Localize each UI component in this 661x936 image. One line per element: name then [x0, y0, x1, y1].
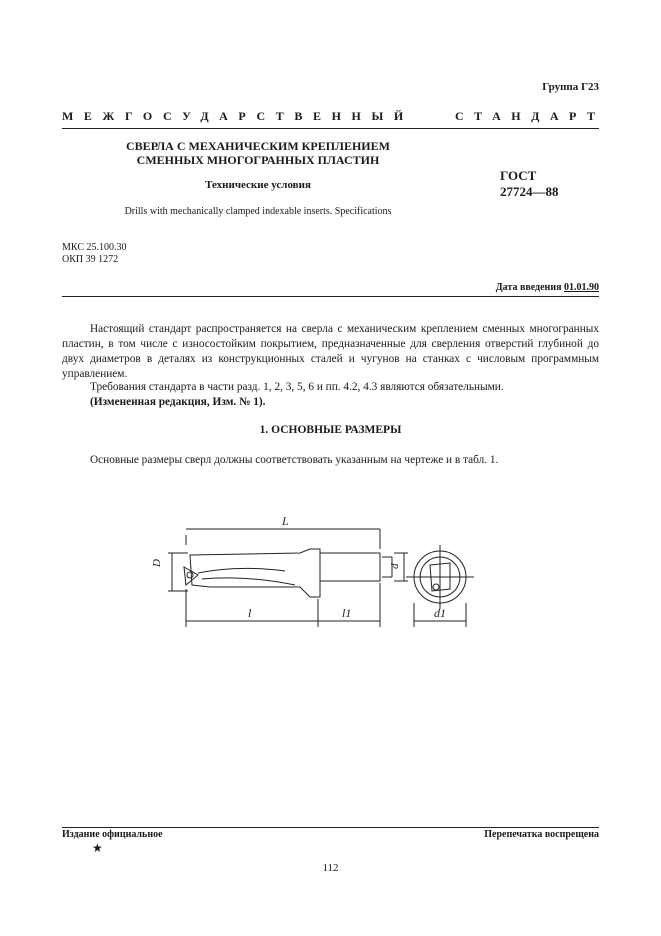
paragraph-dimensions: Основные размеры сверл должны соответствовать указанным на чертеже и в табл. 1.: [90, 454, 499, 466]
star-mark: ★: [92, 841, 103, 855]
reprint-note: Перепечатка воспрещена: [484, 829, 599, 840]
section-1-title: 1. ОСНОВНЫЕ РАЗМЕРЫ: [259, 424, 402, 436]
dim-l-label: l: [248, 606, 252, 620]
drill-drawing: [150, 505, 500, 640]
dim-l1-label: l1: [342, 606, 352, 620]
paragraph-amendment: (Измененная редакция, Изм. № 1).: [90, 396, 266, 408]
dim-d-label: d: [389, 563, 401, 569]
header-rule: [62, 128, 599, 129]
dim-L-label: L: [282, 514, 289, 528]
title-line-2: СМЕННЫХ МНОГОГРАННЫХ ПЛАСТИН: [136, 153, 380, 167]
document-subtitle: Технические условия: [205, 179, 311, 191]
dim-D-label: D: [151, 559, 163, 567]
gost-number: [500, 168, 559, 200]
dim-d1-label: d1: [434, 606, 446, 620]
end-view-screw: [433, 584, 439, 590]
title-line-1: СВЕРЛА С МЕХАНИЧЕСКИМ КРЕПЛЕНИЕМ: [126, 139, 390, 153]
paragraph-requirements: Требования стандарта в части разд. 1, 2, 3, 5, 6 и пп. 4.2, 4.3 являются обязательными.: [90, 381, 504, 393]
flute-line-1: [198, 568, 285, 573]
flute-line-2: [202, 578, 295, 585]
date-rule: [62, 296, 599, 297]
insert-screw: [187, 572, 193, 578]
group-code: Группа Г23: [542, 81, 599, 93]
intro-date-label: Дата введения: [495, 282, 562, 293]
page-number: 112: [322, 862, 339, 874]
standard-type-left: МЕЖГОСУДАРСТВЕННЫЙ: [62, 109, 414, 123]
drill-body-outline: [190, 549, 380, 597]
standard-type-right: СТАНДАРТ: [455, 109, 606, 123]
gost-code: 27724—88: [500, 184, 559, 199]
okp-code: ОКП 39 1272: [62, 254, 119, 265]
english-title: Drills with mechanically clamped indexable inserts. Specifications: [124, 206, 392, 217]
classification-codes: [62, 242, 126, 266]
intro-date: [496, 282, 599, 293]
footer-rule: [62, 827, 599, 828]
paragraph-scope: Настоящий стандарт распространяется на сверла с механическим креплением сменных многогранных пластин, в том числе с износостойким покрытием, предназначенные для сверления отверстий глубиной до двух диаметров в деталях из конструкционных сталей и чугунов на станках с числовым программным управлением.: [62, 323, 599, 380]
gost-label: ГОСТ: [500, 168, 537, 183]
edition-note: Издание официальное: [62, 829, 163, 840]
mks-code: МКС 25.100.30: [62, 242, 127, 253]
intro-date-value: 01.01.90: [564, 282, 599, 293]
document-title: [62, 139, 454, 167]
